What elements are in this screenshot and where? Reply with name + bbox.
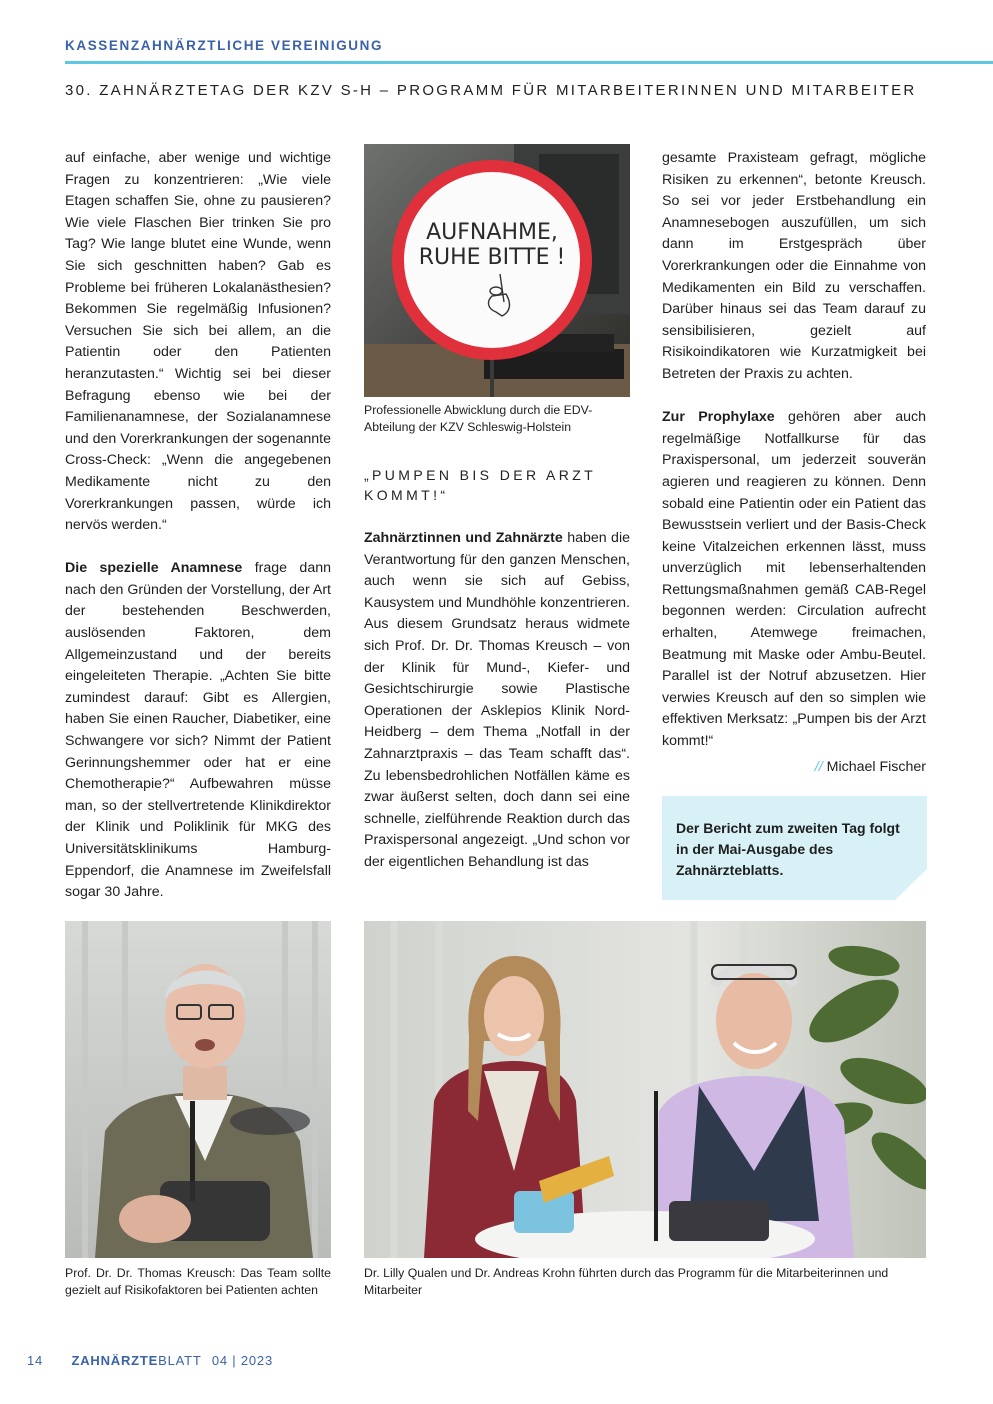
footer [27, 1353, 273, 1368]
sign-line-2: RUHE BITTE ! [418, 245, 566, 270]
paragraph [65, 558, 331, 904]
page-number: 14 [27, 1353, 44, 1368]
paragraph-text: haben die Verantwortung für den ganzen Menschen, auch wenn sie sich auf Gebiss, Kausystem und Mundhöhle konzentrieren. Aus diesem Grundsatz heraus widmete sich Prof. Dr. Dr. Thomas Kreusch – von der Klinik für Mund-, Kiefer- und Gesichtschirurgie sowie Plastische Operationen der Asklepios Klinik Nord-Heidberg – dem Thema „Notfall in der Zahnarztpraxis – das Team schafft das“. Zu lebensbedrohlichen Notfällen käme es zwar äußerst selten, doch dann sei eine schnelle, zielführende Reaktion durch das Praxispersonal angezeigt. „Und schon vor der eigentlichen Behandlung ist das [364, 530, 630, 870]
issue-number: 04 | 2023 [211, 1353, 273, 1368]
subheading: „PUMPEN BIS DER ARZT KOMMT!“ [364, 467, 596, 503]
column-3 [662, 148, 926, 753]
author-name: Michael Fischer [826, 759, 926, 775]
photo-caption: Dr. Lilly Qualen und Dr. Andreas Krohn führten durch das Programm für die Mitarbeiterinnen und Mitarbeiter [364, 1266, 889, 1297]
photo-caption: Prof. Dr. Dr. Thomas Kreusch: Das Team sollte gezielt auf Risikofaktoren bei Patienten achten [65, 1266, 331, 1297]
paragraph: auf einfache, aber wenige und wichtige Fragen zu konzentrieren: „Wie viele Etagen schaffen Sie, ohne zu pausieren? Wie viele Flaschen Bier trinken Sie pro Tag? Wie lange blutet eine Wunde, wenn Sie sich geschnitten haben? Gab es Probleme bei früheren Lokalanästhesien? Bekommen Sie regelmäßig Infusionen? Versuchen Sie sich bei allem, an die Patientin oder den Patienten heranzutasten.“ Wichtig sei bei dieser Befragung ebenso wie bei der Familienanamnese, der Sozialanamnese und den Vorerkrankungen der sogenannte Cross-Check: „Wenn die angegebenen Medikamente nicht zu den Vorerkrankungen passen, würde ich nervös werden.“ [65, 150, 331, 534]
notice-text: Der Bericht zum zweiten Tag folgt in der Mai-Ausgabe des Zahnärzteblatts. [676, 820, 900, 878]
author-slash: // [814, 759, 823, 775]
header-rule [65, 61, 993, 64]
magazine-name-rest: BLATT [158, 1353, 202, 1368]
paragraph-text: frage dann nach den Gründen der Vorstellung, der Art der bestehenden Beschwerden, auslösenden Faktoren, dem Allgemeinzustand und der bereits eingeleiteten Therapie. „Achten Sie bitte zumindest darauf: Gibt es Allergien, haben Sie einen Raucher, Diabetiker, eine Schwangere vor sich? Nimmt der Patient Gerinnungshemmer oder hat er eine Chemotherapie?“ Aufbewahren müsse man, so der stellvertretende Klinikdirektor der Klinik und Poliklinik für MKG des Universitätsklinikums Hamburg- Eppendorf, die Anamnese im Zweifelsfall sogar 30 Jahre. [65, 560, 331, 901]
photo-recording-sign [364, 144, 630, 397]
run-in-heading: Die spezielle Anamnese [65, 560, 243, 577]
photo-caption: Professionelle Abwicklung durch die EDV-Abteilung der KZV Schleswig-Holstein [364, 403, 593, 434]
column-1 [65, 148, 331, 904]
paragraph: gesamte Praxisteam gefragt, mögliche Risiken zu erkennen“, betonte Kreusch. So sei vor jeder Erstbehandlung ein Anamnesebogen auszufüllen, um sich dann im Erstgespräch über Vorerkrankungen oder die Einnahme von Medikamenten ein Bild zu verschaffen. Darüber hinaus sei das Team darauf zu sensibilisieren, gezielt auf Risikoindikatoren wie Kurzatmigkeit bei Betreten der Praxis zu achten. [662, 150, 926, 382]
paragraph [364, 528, 630, 874]
article-series-title: 30. ZAHNÄRZTETAG DER KZV S-H – PROGRAMM FÜR MITARBEITERINNEN UND MITARBEITER [65, 82, 917, 99]
run-in-heading: Zur Prophylaxe [662, 409, 775, 426]
photo-kreusch [65, 921, 331, 1258]
photo-recording-sign-image [364, 144, 630, 397]
section-title: KASSENZAHNÄRZTLICHE VEREINIGUNG [65, 38, 384, 53]
photo-hosts [364, 921, 926, 1258]
photo-hosts-image [364, 921, 926, 1258]
paragraph-text: gehören aber auch regelmäßige Notfallkurse für das Praxispersonal, um jederzeit souverän agieren und reagieren zu können. Denn sobald eine Patientin oder ein Patient das Bewusstsein verliert und der Basis-Check keine Vitalzeichen erkennen lässt, muss unverzüglich mit lebenserhaltenden Rettungsmaßnahmen gemäß CAB-Regel begonnen werden: Circulation aufrecht erhalten, Atemwege freimachen, Beatmung mit Maske oder Ambu-Beutel. Parallel ist der Notruf abzusetzen. Hier verwies Kreusch auf den so simplen wie effektiven Merksatz: „Pumpen bis der Arzt kommt!“ [662, 409, 926, 750]
photo-kreusch-image [65, 921, 331, 1258]
sign-line-1: AUFNAHME, [426, 220, 558, 245]
paragraph [662, 407, 926, 753]
run-in-heading: Zahnärztinnen und Zahnärzte [364, 530, 563, 546]
column-2 [364, 528, 630, 874]
magazine-name-bold: ZAHNÄRZTE [71, 1353, 159, 1368]
author-credit [662, 759, 926, 775]
